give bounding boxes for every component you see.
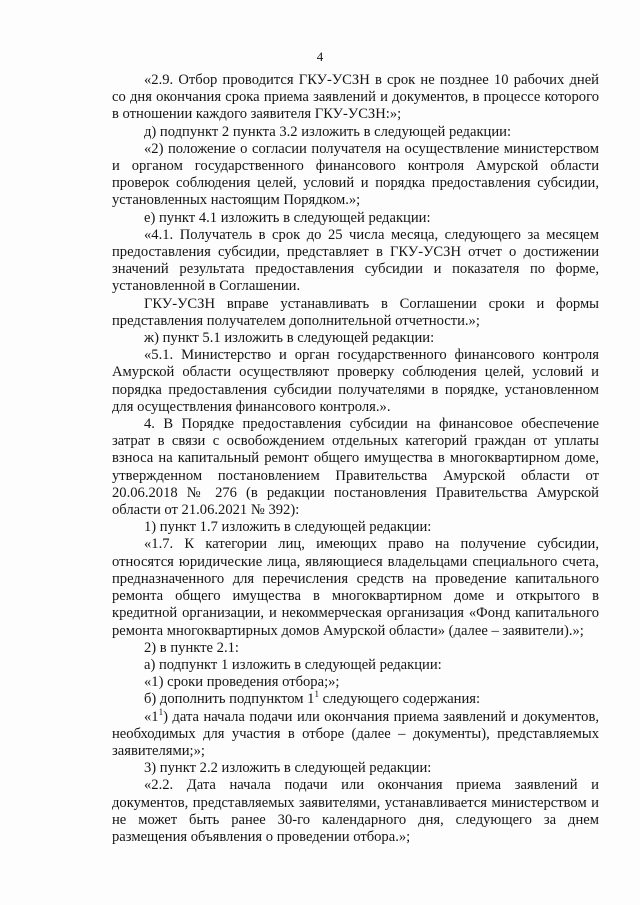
paragraph: ГКУ-УСЗН вправе устанавливать в Соглашении сроки и формы представления получателем дополнительной отчетности.»; <box>112 295 599 329</box>
text-run: ) дата начала подачи или окончания приема заявлений и документов, необходимых для участия в отборе (далее – документы), представляемых заявителями;»; <box>112 708 599 759</box>
paragraph: «5.1. Министерство и орган государственного финансового контроля Амурской области осуществляют проверку соблюдения целей, условий и порядка предоставления субсидии получателями в порядке, установленном для осуществления финансового контроля.». <box>112 347 599 415</box>
paragraph: д) подпункт 2 пункта 3.2 изложить в следующей редакции: <box>144 123 512 140</box>
paragraph: 2) в пункте 2.1: <box>144 639 239 656</box>
paragraph: 3) пункт 2.2 изложить в следующей редакции: <box>144 760 432 777</box>
paragraph: 4. В Порядке предоставления субсидии на финансовое обеспечение затрат в связи с освобождением отдельных категорий граждан от уплаты взноса на капитальный ремонт общего имущества в многоквартирном доме, утвержденном постановлением Правительства Амурской области от 20.06.2018 № 276 (в редакции постановления Правительства Амурской области от 21.06.2021 № 392): <box>112 416 599 519</box>
paragraph: «1) сроки проведения отбора;»; <box>144 674 340 691</box>
superscript: 1 <box>314 689 319 700</box>
paragraph: е) пункт 4.1 изложить в следующей редакции: <box>144 209 431 226</box>
paragraph: «1.7. К категории лиц, имеющих право на получение субсидии, относятся юридические лица, являющиеся владельцами специального счета, предназначенного для перечисления средств на проведение капитального ремонта общего имущества в многоквартирном доме и открытого в кредитной организации, и некоммерческая организация «Фонд капитального ремонта многоквартирных домов Амурской области» (далее – заявители).»; <box>112 536 599 639</box>
page-number: 4 <box>316 49 324 64</box>
paragraph: «4.1. Получатель в срок до 25 числа месяца, следующего за месяцем предоставления субсидии, представляет в ГКУ-УСЗН отчет о достижении значений результата предоставления субсидии и показателя по форме, установленной в Соглашении. <box>112 226 599 295</box>
text-run: следующего содержания: <box>318 691 481 708</box>
paragraph: а) подпункт 1 изложить в следующей редакции: <box>144 656 442 673</box>
text-run: б) дополнить подпунктом 1 <box>144 691 315 708</box>
paragraph: «2) положение о согласии получателя на осуществление министерством и органом государственного финансового контроля Амурской области проверок соблюдения целей, условий и порядка предоставления субсидии, установленных настоящим Порядком.»; <box>112 140 599 209</box>
paragraph: 1) пункт 1.7 изложить в следующей редакции: <box>144 519 432 536</box>
paragraph: «2.2. Дата начала подачи или окончания приема заявлений и документов, представляемых заявителями, устанавливается министерством и не может быть ранее 30-го календарного дня, следующего за днем размещения объявления о проведении отбора.»; <box>112 777 599 845</box>
superscript: 1 <box>158 706 164 717</box>
document-body <box>112 72 599 846</box>
paragraph: ж) пункт 5.1 изложить в следующей редакции: <box>144 330 435 347</box>
text-run: «1 <box>144 708 159 725</box>
paragraph-with-superscript <box>112 706 599 761</box>
paragraph-with-superscript <box>112 691 599 708</box>
paragraph: «2.9. Отбор проводится ГКУ-УСЗН в срок не позднее 10 рабочих дней со дня окончания срока приема заявлений и документов, в процессе которого в отношении каждого заявителя ГКУ-УСЗН:»; <box>112 72 599 123</box>
